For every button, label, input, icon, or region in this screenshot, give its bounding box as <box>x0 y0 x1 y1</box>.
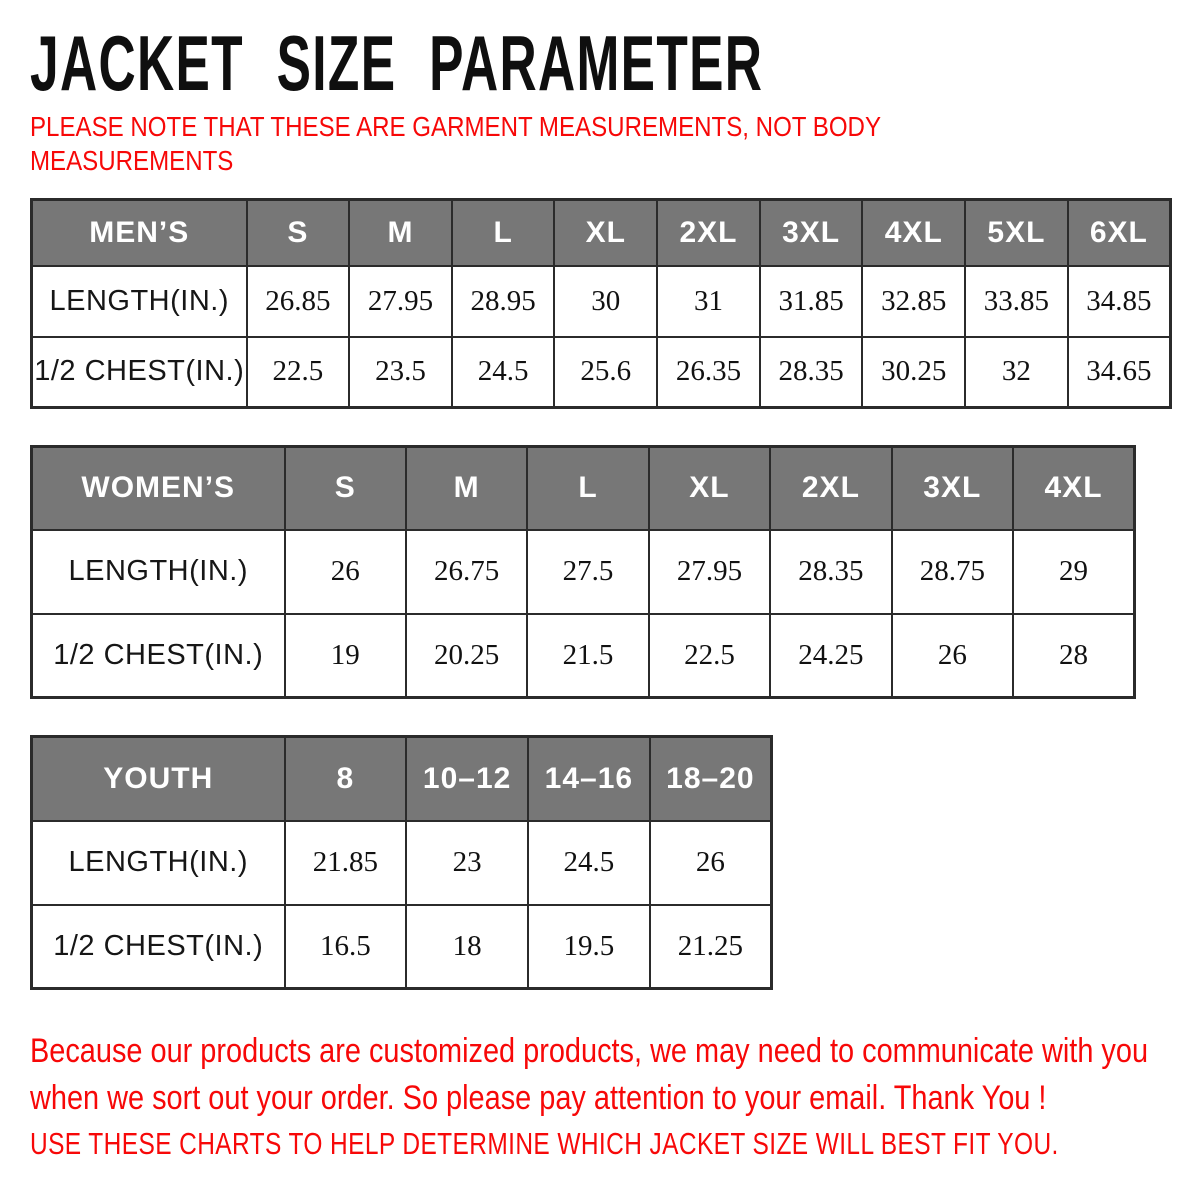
length-value: 30 <box>554 266 657 337</box>
notice-line-1: Because our products are customized products, we may need to communicate with you <box>30 1032 1149 1070</box>
length-value: 32.85 <box>862 266 965 337</box>
womens-length-row <box>32 530 1135 614</box>
note-line-1: PLEASE NOTE THAT THESE ARE GARMENT MEASUREMENTS, NOT BODY <box>30 111 882 142</box>
length-value: 33.85 <box>965 266 1068 337</box>
length-value: 27.95 <box>649 530 770 614</box>
row-label: LENGTH(IN.) <box>32 266 247 337</box>
chest-value: 22.5 <box>247 337 350 408</box>
row-label: LENGTH(IN.) <box>32 530 285 614</box>
chest-value: 16.5 <box>285 905 407 989</box>
mens-size-header: 6XL <box>1068 200 1171 266</box>
page-title: JACKET SIZE PARAMETER <box>30 19 764 107</box>
chest-value: 22.5 <box>649 614 770 698</box>
mens-table-title: MEN’S <box>32 200 247 266</box>
length-value: 34.85 <box>1068 266 1171 337</box>
womens-header-row <box>32 447 1135 530</box>
youth-size-header: 10–12 <box>406 737 528 821</box>
garment-measurement-note <box>30 110 881 178</box>
chest-value: 19.5 <box>528 905 650 989</box>
mens-size-header: 5XL <box>965 200 1068 266</box>
chest-value: 21.25 <box>650 905 772 989</box>
length-value: 31 <box>657 266 760 337</box>
mens-size-header: 2XL <box>657 200 760 266</box>
womens-size-table <box>30 445 1136 699</box>
row-label: 1/2 CHEST(IN.) <box>32 337 247 408</box>
chest-value: 30.25 <box>862 337 965 408</box>
customization-notice <box>30 1028 1148 1122</box>
length-value: 26.75 <box>406 530 527 614</box>
length-value: 24.5 <box>528 821 650 905</box>
youth-table-title: YOUTH <box>32 737 285 821</box>
length-value: 21.85 <box>285 821 407 905</box>
row-label: 1/2 CHEST(IN.) <box>32 905 285 989</box>
mens-header-row <box>32 200 1171 266</box>
length-value: 26.85 <box>247 266 350 337</box>
length-value: 29 <box>1013 530 1134 614</box>
length-value: 28.35 <box>770 530 891 614</box>
youth-size-header: 18–20 <box>650 737 772 821</box>
row-label: 1/2 CHEST(IN.) <box>32 614 285 698</box>
length-value: 26 <box>650 821 772 905</box>
chest-value: 19 <box>285 614 406 698</box>
mens-size-header: 3XL <box>760 200 863 266</box>
chart-usage-hint: USE THESE CHARTS TO HELP DETERMINE WHICH JACKET SIZE WILL BEST FIT YOU. <box>30 1126 1059 1161</box>
womens-size-header: M <box>406 447 527 530</box>
chest-value: 24.5 <box>452 337 555 408</box>
youth-size-header: 14–16 <box>528 737 650 821</box>
chest-value: 34.65 <box>1068 337 1171 408</box>
youth-header-row <box>32 737 772 821</box>
chest-value: 26.35 <box>657 337 760 408</box>
mens-length-row <box>32 266 1171 337</box>
row-label: LENGTH(IN.) <box>32 821 285 905</box>
mens-size-header: XL <box>554 200 657 266</box>
note-line-2: MEASUREMENTS <box>30 145 234 176</box>
chest-value: 23.5 <box>349 337 452 408</box>
womens-size-header: 4XL <box>1013 447 1134 530</box>
chest-value: 18 <box>406 905 528 989</box>
mens-chest-row <box>32 337 1171 408</box>
chest-value: 20.25 <box>406 614 527 698</box>
chest-value: 28.35 <box>760 337 863 408</box>
chest-value: 26 <box>892 614 1013 698</box>
chest-value: 25.6 <box>554 337 657 408</box>
youth-chest-row <box>32 905 772 989</box>
womens-size-header: S <box>285 447 406 530</box>
length-value: 28.95 <box>452 266 555 337</box>
mens-size-header: M <box>349 200 452 266</box>
womens-size-header: 3XL <box>892 447 1013 530</box>
youth-size-header: 8 <box>285 737 407 821</box>
youth-size-table <box>30 735 773 990</box>
mens-size-header: 4XL <box>862 200 965 266</box>
chest-value: 21.5 <box>527 614 648 698</box>
womens-size-header: L <box>527 447 648 530</box>
length-value: 27.95 <box>349 266 452 337</box>
length-value: 28.75 <box>892 530 1013 614</box>
chest-value: 28 <box>1013 614 1134 698</box>
length-value: 23 <box>406 821 528 905</box>
womens-table-title: WOMEN’S <box>32 447 285 530</box>
length-value: 31.85 <box>760 266 863 337</box>
chest-value: 32 <box>965 337 1068 408</box>
mens-size-header: L <box>452 200 555 266</box>
notice-line-2: when we sort out your order. So please pay attention to your email. Thank You ! <box>30 1079 1047 1117</box>
mens-size-table <box>30 198 1172 409</box>
womens-size-header: 2XL <box>770 447 891 530</box>
womens-size-header: XL <box>649 447 770 530</box>
womens-chest-row <box>32 614 1135 698</box>
mens-size-header: S <box>247 200 350 266</box>
length-value: 26 <box>285 530 406 614</box>
length-value: 27.5 <box>527 530 648 614</box>
chest-value: 24.25 <box>770 614 891 698</box>
youth-length-row <box>32 821 772 905</box>
